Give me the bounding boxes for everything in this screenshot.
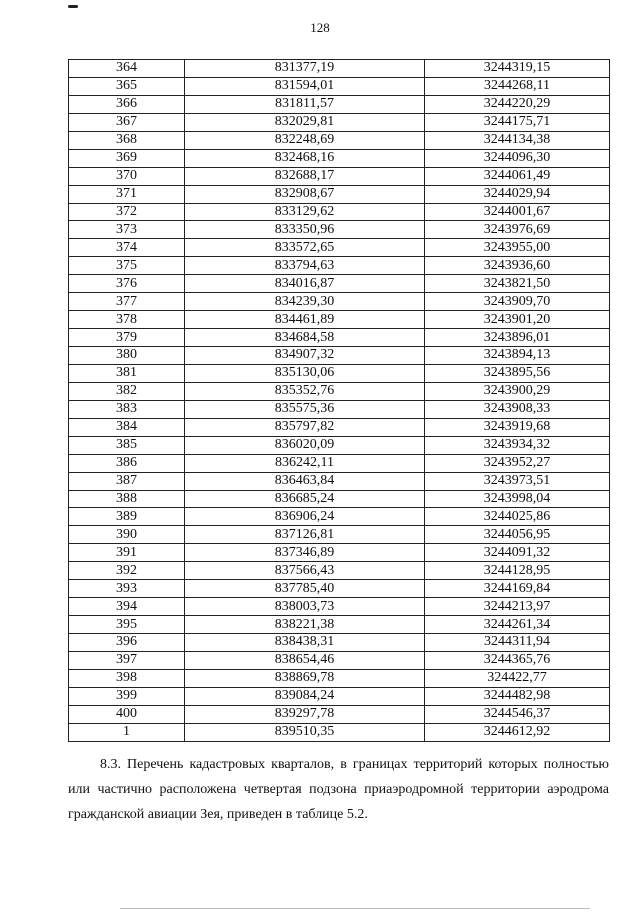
x-coordinate-cell: 838438,31 — [185, 634, 425, 652]
x-coordinate-cell: 837566,43 — [185, 562, 425, 580]
x-coordinate-cell: 839510,35 — [185, 723, 425, 741]
point-number-cell: 376 — [69, 275, 185, 293]
x-coordinate-cell: 835130,06 — [185, 364, 425, 382]
point-number-cell: 399 — [69, 687, 185, 705]
point-number-cell: 393 — [69, 580, 185, 598]
x-coordinate-cell: 837785,40 — [185, 580, 425, 598]
y-coordinate-cell: 3243909,70 — [425, 293, 610, 311]
x-coordinate-cell: 831811,57 — [185, 95, 425, 113]
y-coordinate-cell: 3243936,60 — [425, 257, 610, 275]
point-number-cell: 391 — [69, 544, 185, 562]
point-number-cell: 395 — [69, 616, 185, 634]
point-number-cell: 371 — [69, 185, 185, 203]
table-row — [69, 311, 610, 329]
y-coordinate-cell: 3243908,33 — [425, 400, 610, 418]
coordinates-table — [68, 59, 610, 742]
point-number-cell: 398 — [69, 669, 185, 687]
x-coordinate-cell: 836685,24 — [185, 490, 425, 508]
table-row — [69, 95, 610, 113]
y-coordinate-cell: 3243894,13 — [425, 347, 610, 365]
table-row — [69, 723, 610, 741]
x-coordinate-cell: 838869,78 — [185, 669, 425, 687]
y-coordinate-cell: 3244319,15 — [425, 60, 610, 78]
y-coordinate-cell: 3243919,68 — [425, 418, 610, 436]
y-coordinate-cell: 324422,77 — [425, 669, 610, 687]
table-row — [69, 400, 610, 418]
y-coordinate-cell: 3243952,27 — [425, 454, 610, 472]
y-coordinate-cell: 3244025,86 — [425, 508, 610, 526]
x-coordinate-cell: 831377,19 — [185, 60, 425, 78]
y-coordinate-cell: 3243976,69 — [425, 221, 610, 239]
y-coordinate-cell: 3244029,94 — [425, 185, 610, 203]
x-coordinate-cell: 837126,81 — [185, 526, 425, 544]
x-coordinate-cell: 834016,87 — [185, 275, 425, 293]
y-coordinate-cell: 3243895,56 — [425, 364, 610, 382]
table-row — [69, 454, 610, 472]
x-coordinate-cell: 834684,58 — [185, 329, 425, 347]
table-row — [69, 329, 610, 347]
y-coordinate-cell: 3244001,67 — [425, 203, 610, 221]
y-coordinate-cell: 3244096,30 — [425, 149, 610, 167]
x-coordinate-cell: 838003,73 — [185, 598, 425, 616]
table-row — [69, 544, 610, 562]
point-number-cell: 386 — [69, 454, 185, 472]
table-row — [69, 275, 610, 293]
x-coordinate-cell: 832688,17 — [185, 167, 425, 185]
table-row — [69, 185, 610, 203]
point-number-cell: 390 — [69, 526, 185, 544]
table-row — [69, 651, 610, 669]
point-number-cell: 370 — [69, 167, 185, 185]
table-row — [69, 113, 610, 131]
x-coordinate-cell: 834461,89 — [185, 311, 425, 329]
point-number-cell: 364 — [69, 60, 185, 78]
y-coordinate-cell: 3244213,97 — [425, 598, 610, 616]
table-row — [69, 239, 610, 257]
table-row — [69, 490, 610, 508]
point-number-cell: 374 — [69, 239, 185, 257]
y-coordinate-cell: 3243821,50 — [425, 275, 610, 293]
y-coordinate-cell: 3244311,94 — [425, 634, 610, 652]
y-coordinate-cell: 3243900,29 — [425, 382, 610, 400]
table-row — [69, 149, 610, 167]
x-coordinate-cell: 835575,36 — [185, 400, 425, 418]
x-coordinate-cell: 833129,62 — [185, 203, 425, 221]
x-coordinate-cell: 838221,38 — [185, 616, 425, 634]
point-number-cell: 384 — [69, 418, 185, 436]
table-row — [69, 598, 610, 616]
point-number-cell: 372 — [69, 203, 185, 221]
y-coordinate-cell: 3244482,98 — [425, 687, 610, 705]
point-number-cell: 368 — [69, 131, 185, 149]
y-coordinate-cell: 3243955,00 — [425, 239, 610, 257]
x-coordinate-cell: 832908,67 — [185, 185, 425, 203]
point-number-cell: 396 — [69, 634, 185, 652]
point-number-cell: 394 — [69, 598, 185, 616]
scan-artifact-mark — [68, 5, 78, 8]
y-coordinate-cell: 3244169,84 — [425, 580, 610, 598]
x-coordinate-cell: 832248,69 — [185, 131, 425, 149]
page-bottom-edge — [120, 908, 590, 909]
x-coordinate-cell: 832029,81 — [185, 113, 425, 131]
table-row — [69, 364, 610, 382]
y-coordinate-cell: 3244175,71 — [425, 113, 610, 131]
table-row — [69, 203, 610, 221]
table-row — [69, 167, 610, 185]
point-number-cell: 385 — [69, 436, 185, 454]
table-row — [69, 705, 610, 723]
table-row — [69, 418, 610, 436]
y-coordinate-cell: 3244056,95 — [425, 526, 610, 544]
point-number-cell: 397 — [69, 651, 185, 669]
x-coordinate-cell: 833350,96 — [185, 221, 425, 239]
y-coordinate-cell: 3243973,51 — [425, 472, 610, 490]
y-coordinate-cell: 3244612,92 — [425, 723, 610, 741]
page-number: 128 — [310, 20, 330, 35]
table-row — [69, 77, 610, 95]
x-coordinate-cell: 834239,30 — [185, 293, 425, 311]
point-number-cell: 379 — [69, 329, 185, 347]
table-row — [69, 257, 610, 275]
point-number-cell: 378 — [69, 311, 185, 329]
point-number-cell: 377 — [69, 293, 185, 311]
x-coordinate-cell: 831594,01 — [185, 77, 425, 95]
point-number-cell: 369 — [69, 149, 185, 167]
x-coordinate-cell: 838654,46 — [185, 651, 425, 669]
table-row — [69, 382, 610, 400]
paragraph-8-3 — [68, 752, 609, 827]
y-coordinate-cell: 3244546,37 — [425, 705, 610, 723]
paragraph-text: 8.3. Перечень кадастровых кварталов, в границах территорий которых полностью или частично расположена четвертая подзона приаэродромной территории аэродрома гражданской авиации Зея, приведен в таблице 5.2. — [68, 757, 609, 822]
x-coordinate-cell: 837346,89 — [185, 544, 425, 562]
table-row — [69, 669, 610, 687]
y-coordinate-cell: 3244220,29 — [425, 95, 610, 113]
x-coordinate-cell: 839084,24 — [185, 687, 425, 705]
point-number-cell: 389 — [69, 508, 185, 526]
point-number-cell: 380 — [69, 347, 185, 365]
y-coordinate-cell: 3244091,32 — [425, 544, 610, 562]
y-coordinate-cell: 3244261,34 — [425, 616, 610, 634]
table-row — [69, 616, 610, 634]
y-coordinate-cell: 3244134,38 — [425, 131, 610, 149]
point-number-cell: 367 — [69, 113, 185, 131]
table-row — [69, 347, 610, 365]
point-number-cell: 383 — [69, 400, 185, 418]
x-coordinate-cell: 839297,78 — [185, 705, 425, 723]
x-coordinate-cell: 834907,32 — [185, 347, 425, 365]
y-coordinate-cell: 3244128,95 — [425, 562, 610, 580]
coordinates-table-body — [69, 60, 610, 742]
y-coordinate-cell: 3244268,11 — [425, 77, 610, 95]
x-coordinate-cell: 836020,09 — [185, 436, 425, 454]
point-number-cell: 400 — [69, 705, 185, 723]
point-number-cell: 366 — [69, 95, 185, 113]
table-row — [69, 472, 610, 490]
x-coordinate-cell: 835797,82 — [185, 418, 425, 436]
table-row — [69, 526, 610, 544]
table-row — [69, 508, 610, 526]
y-coordinate-cell: 3244061,49 — [425, 167, 610, 185]
y-coordinate-cell: 3244365,76 — [425, 651, 610, 669]
point-number-cell: 387 — [69, 472, 185, 490]
y-coordinate-cell: 3243934,32 — [425, 436, 610, 454]
table-row — [69, 131, 610, 149]
table-row — [69, 60, 610, 78]
x-coordinate-cell: 832468,16 — [185, 149, 425, 167]
table-row — [69, 221, 610, 239]
x-coordinate-cell: 836463,84 — [185, 472, 425, 490]
point-number-cell: 1 — [69, 723, 185, 741]
table-row — [69, 687, 610, 705]
x-coordinate-cell: 835352,76 — [185, 382, 425, 400]
y-coordinate-cell: 3243998,04 — [425, 490, 610, 508]
table-row — [69, 634, 610, 652]
table-row — [69, 436, 610, 454]
x-coordinate-cell: 833794,63 — [185, 257, 425, 275]
point-number-cell: 365 — [69, 77, 185, 95]
y-coordinate-cell: 3243901,20 — [425, 311, 610, 329]
x-coordinate-cell: 836906,24 — [185, 508, 425, 526]
point-number-cell: 375 — [69, 257, 185, 275]
point-number-cell: 388 — [69, 490, 185, 508]
point-number-cell: 381 — [69, 364, 185, 382]
table-row — [69, 293, 610, 311]
x-coordinate-cell: 836242,11 — [185, 454, 425, 472]
y-coordinate-cell: 3243896,01 — [425, 329, 610, 347]
x-coordinate-cell: 833572,65 — [185, 239, 425, 257]
point-number-cell: 392 — [69, 562, 185, 580]
point-number-cell: 382 — [69, 382, 185, 400]
table-row — [69, 580, 610, 598]
point-number-cell: 373 — [69, 221, 185, 239]
table-row — [69, 562, 610, 580]
